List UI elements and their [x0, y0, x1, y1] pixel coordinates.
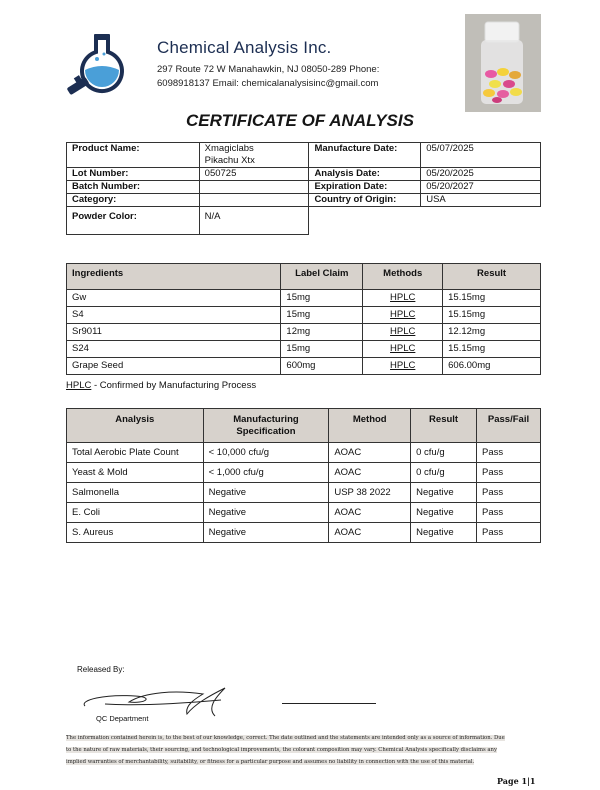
table-row: S4 15mg HPLC 15.15mg [67, 307, 541, 324]
info-row [67, 181, 541, 194]
table-row: Total Aerobic Plate Count < 10,000 cfu/g AOAC 0 cfu/g Pass [67, 443, 541, 463]
result-header: Result [411, 409, 477, 443]
hplc-note: HPLC - Confirmed by Manufacturing Process [66, 380, 257, 391]
product-name-label: Product Name: [67, 143, 200, 168]
info-row [67, 143, 541, 168]
qc-department-label: QC Department [96, 714, 149, 723]
category-label: Category: [67, 194, 200, 207]
table-row: S24 15mg HPLC 15.15mg [67, 341, 541, 358]
product-info-table [66, 142, 541, 235]
methods-header: Methods [363, 264, 443, 290]
released-by-label: Released By: [77, 665, 125, 674]
expiration-date-value: 05/20/2027 [421, 181, 541, 194]
powder-color-value: N/A [199, 207, 309, 235]
country-label: Country of Origin: [309, 194, 421, 207]
table-row: E. Coli Negative AOAC Negative Pass [67, 503, 541, 523]
method-header: Method [329, 409, 411, 443]
company-address: 297 Route 72 W Manahawkin, NJ 08050-289 Phone: 6098918137 Email: chemicalanalysisinc@gmail.com [157, 64, 380, 89]
analysis-date-value: 05/20/2025 [421, 168, 541, 181]
batch-number-value [199, 181, 309, 194]
product-photo [465, 14, 541, 112]
analysis-date-label: Analysis Date: [309, 168, 421, 181]
ingredients-table [66, 263, 541, 375]
table-row: Grape Seed 600mg HPLC 606.00mg [67, 358, 541, 375]
info-row [67, 194, 541, 207]
page-title: CERTIFICATE OF ANALYSIS [186, 111, 414, 130]
batch-number-label: Batch Number: [67, 181, 200, 194]
label-claim-header: Label Claim [281, 264, 363, 290]
pass-fail-header: Pass/Fail [477, 409, 541, 443]
ingredients-header: Ingredients [67, 264, 281, 290]
info-row [67, 168, 541, 181]
expiration-date-label: Expiration Date: [309, 181, 421, 194]
manufacture-date-label: Manufacture Date: [309, 143, 421, 168]
info-row [67, 207, 541, 235]
lot-number-value: 050725 [199, 168, 309, 181]
category-value [199, 194, 309, 207]
signature-line [282, 703, 376, 704]
table-row: Gw 15mg HPLC 15.15mg [67, 290, 541, 307]
flask-logo-icon [64, 32, 142, 100]
powder-color-label: Powder Color: [67, 207, 200, 235]
lot-number-label: Lot Number: [67, 168, 200, 181]
table-row: Yeast & Mold < 1,000 cfu/g AOAC 0 cfu/g Pass [67, 463, 541, 483]
product-name-value: Xmagiclabs Pikachu Xtx [199, 143, 309, 168]
country-value: USA [421, 194, 541, 207]
manufacturing-spec-header: Manufacturing Specification [203, 409, 329, 443]
page-number: Page 1|1 [497, 776, 536, 786]
table-row: Sr9011 12mg HPLC 12.12mg [67, 324, 541, 341]
ingredients-header-row [67, 264, 541, 290]
micro-header-row [67, 409, 541, 443]
company-header [157, 38, 447, 91]
result-header: Result [443, 264, 541, 290]
table-row: S. Aureus Negative AOAC Negative Pass [67, 523, 541, 543]
microbiology-table [66, 408, 541, 543]
manufacture-date-value: 05/07/2025 [421, 143, 541, 168]
table-row: Salmonella Negative USP 38 2022 Negative Pass [67, 483, 541, 503]
analysis-header: Analysis [67, 409, 204, 443]
disclaimer: The information contained herein is, to the best of our knowledge, correct. The date outlined and the statements are intended only as a source of information. Due to the nature of raw materials, their sourcing, and technological improvements, the colorant composition may vary. Chemical Analysis specifically disclaims any implied warranties of merchantability, suitability, or fitness for a particular purpose and assumes no liability in connection with the use of this material. [66, 735, 505, 765]
company-name: Chemical Analysis Inc. [157, 38, 332, 57]
